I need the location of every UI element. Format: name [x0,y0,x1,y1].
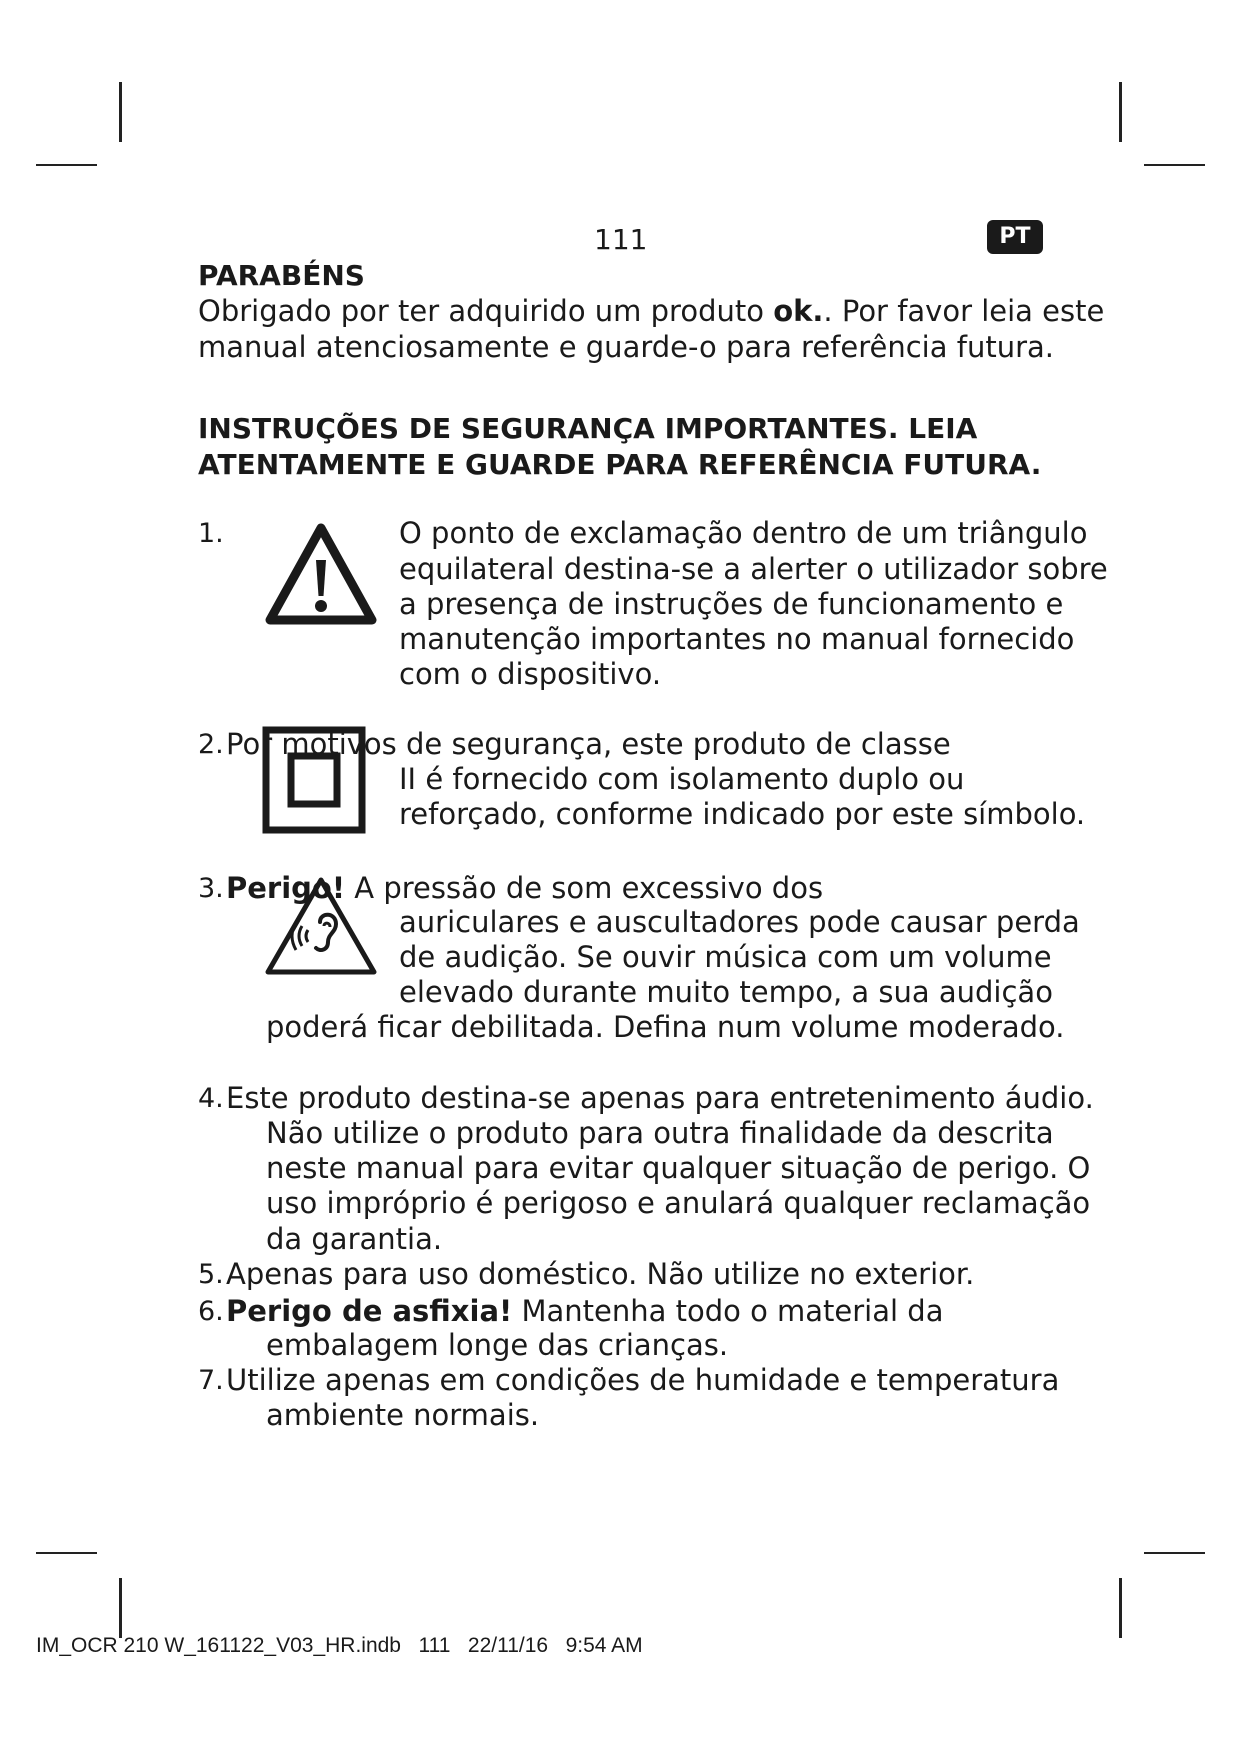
item2-line-3: reforçado, conforme indicado por este símbolo. [399,797,1086,831]
item6-line-2: embalagem longe das crianças. [266,1328,729,1362]
warning-triangle-icon [264,522,378,626]
item-number: 3. [198,873,224,904]
crop-mark [1119,82,1122,142]
item4-line-4: uso impróprio é perigoso e anulará qualquer reclamação [266,1186,1091,1220]
item5-line-1: Apenas para uso doméstico. Não utilize no exterior. [226,1257,975,1291]
page-number: 111 [594,223,648,256]
item-number: 2. [198,729,224,760]
crop-mark [119,1578,122,1638]
item6-line-1: Perigo de asfixia! Mantenha todo o material da [226,1294,944,1328]
item-number: 1. [198,518,224,549]
congrats-line-1: Obrigado por ter adquirido um produto ok.. Por favor leia este [198,294,1105,328]
item4-line-3: neste manual para evitar qualquer situação de perigo. O [266,1151,1091,1185]
item-number: 7. [198,1365,224,1396]
brand-name: ok. [773,294,824,328]
congrats-line-2: manual atenciosamente e guarde-o para referência futura. [198,330,1054,364]
congrats-heading: PARABÉNS [198,259,365,292]
item1-line-4: manutenção importantes no manual fornecido [399,622,1075,656]
item2-line-2: II é fornecido com isolamento duplo ou [399,762,965,796]
print-slug-footer: IM_OCR 210 W_161122_V03_HR.indb 111 22/11/16 9:54 AM [36,1634,643,1657]
item3-line-1: Perigo! A pressão de som excessivo dos [226,871,824,905]
item-number: 4. [198,1083,224,1114]
item3-line-4: elevado durante muito tempo, a sua audição [399,975,1053,1009]
item1-line-2: equilateral destina-se a alerter o utilizador sobre [399,552,1108,586]
crop-mark [1119,1578,1122,1638]
item4-line-1: Este produto destina-se apenas para entretenimento áudio. [226,1081,1094,1115]
crop-mark [36,164,97,166]
safety-heading-line-1: INSTRUÇÕES DE SEGURANÇA IMPORTANTES. LEIA [198,412,978,445]
item1-line-3: a presença de instruções de funcionamento e [399,587,1064,621]
item-number: 6. [198,1296,224,1327]
crop-mark [1144,1552,1205,1554]
item3-line-3: de audição. Se ouvir música com um volume [399,940,1052,974]
item4-line-5: da garantia. [266,1222,443,1256]
crop-mark [1144,164,1205,166]
language-badge: PT [987,220,1043,254]
item2-line-1: Por motivos de segurança, este produto de classe [226,727,951,761]
item3-line-2: auriculares e auscultadores pode causar perda [399,905,1080,939]
item7-line-1: Utilize apenas em condições de humidade e temperatura [226,1363,1060,1397]
item1-line-5: com o dispositivo. [399,657,662,691]
item7-line-2: ambiente normais. [266,1398,540,1432]
crop-mark [36,1552,97,1554]
item-number: 5. [198,1259,224,1290]
safety-heading-line-2: ATENTAMENTE E GUARDE PARA REFERÊNCIA FUTURA. [198,448,1042,481]
danger-label: Perigo! [226,871,346,905]
item3-line-5: poderá ficar debilitada. Defina num volume moderado. [266,1010,1065,1044]
item4-line-2: Não utilize o produto para outra finalidade da descrita [266,1116,1054,1150]
danger-label: Perigo de asfixia! [226,1294,513,1328]
crop-mark [119,82,122,142]
item1-line-1: O ponto de exclamação dentro de um triângulo [399,516,1088,550]
